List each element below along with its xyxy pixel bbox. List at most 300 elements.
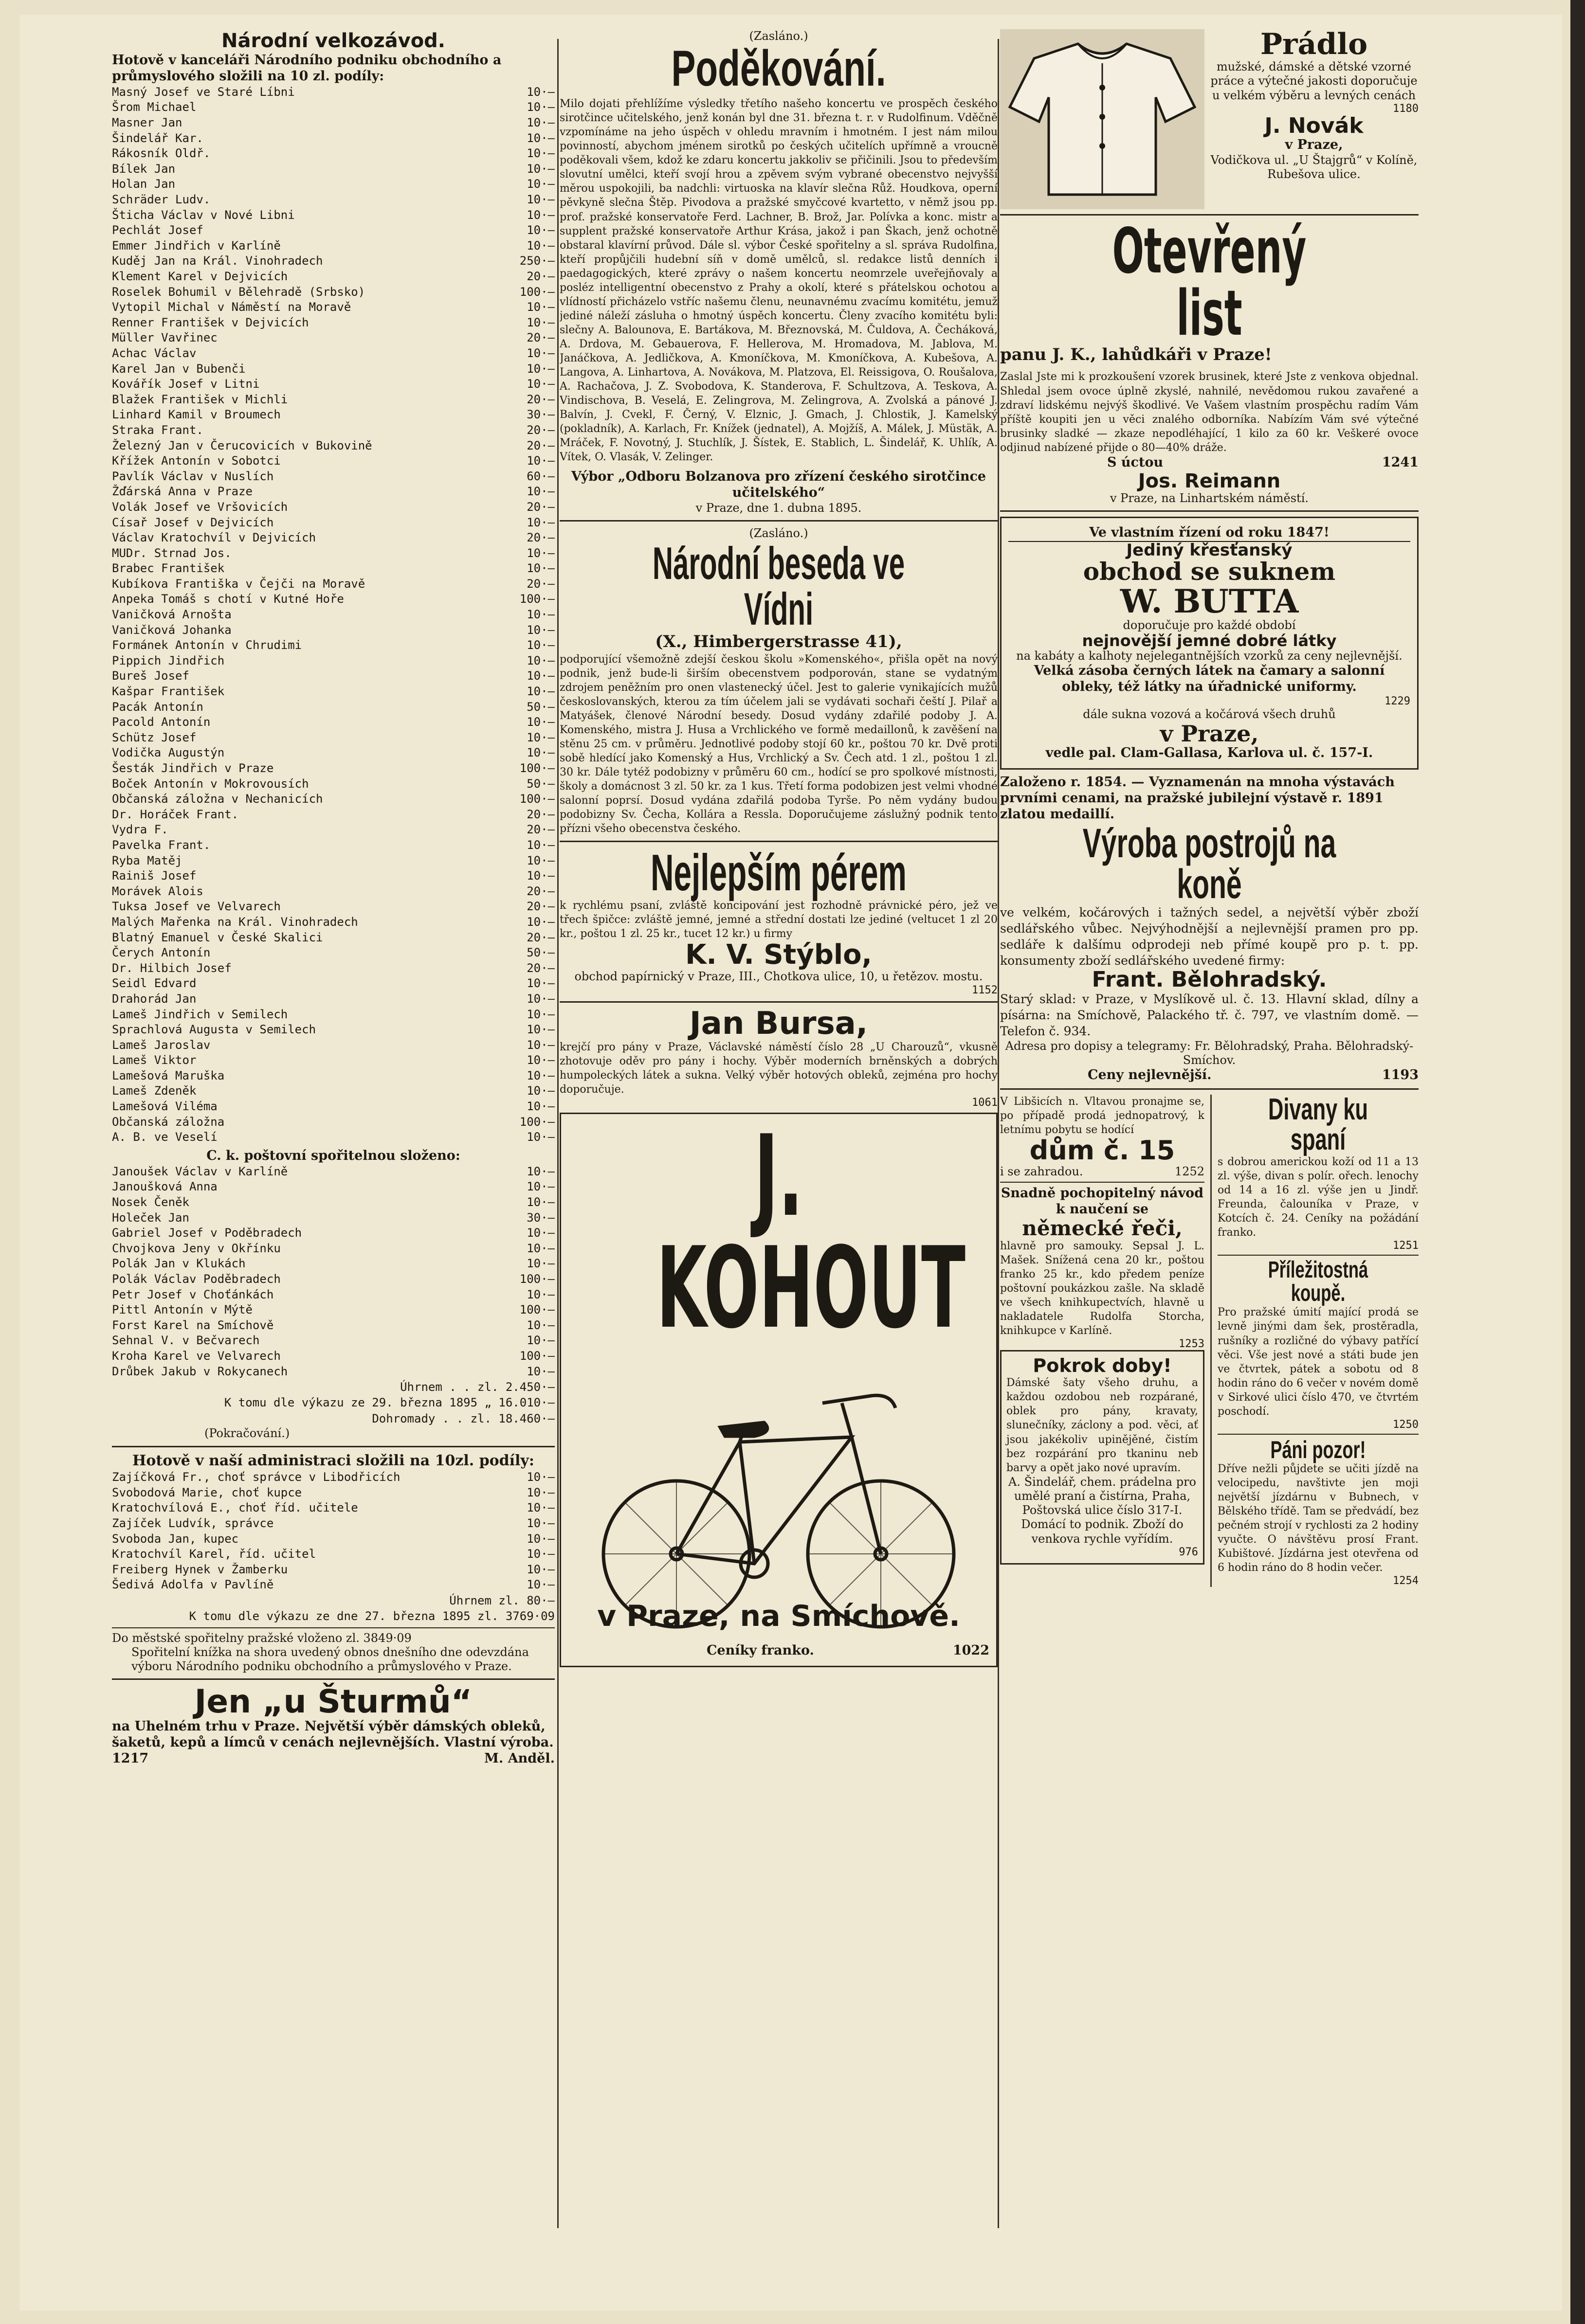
- donation-row: [112, 1164, 555, 1180]
- donation-amount: 60·—: [527, 469, 555, 483]
- donation-amount: 10·—: [527, 715, 555, 729]
- continued-note: (Pokračování.): [204, 1426, 290, 1441]
- postroje-telegraph: Adresa pro dopisy a telegramy: Fr. Bělohradský, Praha. Bělohradský-Smíchov.: [1005, 1039, 1414, 1067]
- donor-name: Tuksa Josef ve Velvarech: [112, 900, 281, 914]
- donor-name: Vodička Augustýn: [112, 746, 225, 760]
- donor-name: Blažek František v Michli: [112, 392, 288, 406]
- donor-name: Svobodová Marie, choť kupce: [112, 1485, 302, 1499]
- donation-amount: 100·—: [519, 761, 555, 775]
- donation-row: [112, 85, 555, 100]
- donation-row: [112, 315, 555, 331]
- kohout-title: J. KOHOUT: [656, 1111, 966, 1353]
- donation-amount: 10·—: [527, 869, 555, 883]
- nemecke-ad-number: 1253: [1179, 1338, 1204, 1351]
- donor-name: Malých Mařenka na Král. Vinohradech: [112, 915, 358, 929]
- donor-name: Morávek Alois: [112, 884, 203, 898]
- donation-row: [112, 853, 555, 869]
- postroje-title: Výroba postrojů na koně: [1082, 820, 1336, 907]
- donation-row: [112, 868, 555, 884]
- open-letter-title: Otevřený list: [1112, 215, 1307, 350]
- sum-1: Úhrnem . . zl. 2.450·—: [400, 1380, 555, 1394]
- reimann-address: v Praze, na Linhartském náměstí.: [1110, 491, 1309, 505]
- donor-name: Polák Jan v Klukách: [112, 1257, 246, 1271]
- donation-row: [112, 1022, 555, 1038]
- novak-city: v Praze,: [1285, 137, 1343, 152]
- donation-row: [112, 915, 555, 930]
- donation-amount: 10·—: [527, 1578, 555, 1592]
- donation-amount: 10·—: [527, 1038, 555, 1052]
- donation-row: [112, 561, 555, 576]
- donation-amount: 100·—: [519, 285, 555, 299]
- donor-name: Achac Václav: [112, 346, 197, 360]
- donation-amount: 20·—: [527, 438, 555, 452]
- donor-name: Občanská záložna v Nechanicích: [112, 792, 323, 806]
- donor-name: Lamešová Viléma: [112, 1099, 218, 1114]
- butta-text-5: dále sukna vozová a kočárová všech druhů: [1083, 707, 1336, 721]
- donation-amount: 10·—: [527, 361, 555, 376]
- kohout-price: Ceníky franko.: [706, 1642, 814, 1658]
- donation-amount: 10·—: [527, 223, 555, 237]
- donation-row: [112, 208, 555, 223]
- donor-name: Kroha Karel ve Velvarech: [112, 1349, 281, 1363]
- zaslano-label-2: (Zasláno.): [749, 526, 808, 540]
- donation-amount: 20·—: [527, 930, 555, 944]
- donor-name: Václav Kratochvíl v Dejvicích: [112, 531, 316, 545]
- donor-name: Čerych Antonín: [112, 946, 211, 960]
- donation-row: [112, 1083, 555, 1099]
- donor-name: Žďárská Anna v Praze: [112, 485, 253, 499]
- donation-amount: 20·—: [527, 531, 555, 545]
- garment-illustration: [1000, 29, 1204, 209]
- open-letter-text: Zaslal Jste mi k prozkoušení vzorek brusinek, které Jste z venkova objednal. Shledal jsem ovoce úplně zkyslé, nahnilé, nevědomou rukou zavařené a zdraví lidskému nejvýš škodlivé. Ve Vašem vlastním prospěchu radím Vám příště koupiti jen u věci znalého odborníka. Nabízím Vám své výtečné brusinky sladké — zkaze nepodléhající, 1 kilo za 60 kr. Veškeré ovoce odjinud nabízené přijde o 80—40% dráže.: [1000, 371, 1419, 454]
- previous-total-1: K tomu dle výkazu ze 29. března 1895 „ 16.010·—: [224, 1396, 555, 1410]
- butta-address: vedle pal. Clam-Gallasa, Karlova ul. č. 157-I.: [1045, 745, 1373, 760]
- donation-list-3: [112, 1470, 555, 1593]
- donation-amount: 10·—: [527, 915, 555, 929]
- pradlo-title: Prádlo: [1260, 29, 1368, 61]
- butta-shop: obchod se suknem: [1083, 557, 1336, 586]
- donation-amount: 10·—: [527, 162, 555, 176]
- beseda-title: Národní beseda ve Vídni: [652, 538, 905, 635]
- libsice-garden: i se zahradou.: [1000, 1165, 1083, 1179]
- donation-row: [112, 453, 555, 469]
- novak-name: J. Novák: [1264, 113, 1364, 138]
- donation-row: [112, 546, 555, 561]
- donation-amount: 50·—: [527, 776, 555, 791]
- donor-name: Gabriel Josef v Poděbradech: [112, 1226, 302, 1240]
- sum-3: Úhrnem zl. 80·—: [449, 1593, 555, 1607]
- donation-amount: 10·—: [527, 746, 555, 760]
- donation-amount: 10·—: [527, 1226, 555, 1240]
- donation-row: [112, 438, 555, 454]
- donation-amount: 10·—: [527, 238, 555, 252]
- donor-name: Seidl Edvard: [112, 976, 197, 991]
- small-ads: [1000, 1095, 1419, 1587]
- donor-name: Müller Vavřinec: [112, 331, 218, 345]
- donation-amount: 10·—: [527, 1257, 555, 1271]
- donation-row: [112, 838, 555, 853]
- donor-name: Pacold Antonín: [112, 715, 211, 729]
- donation-row: [112, 961, 555, 976]
- grand-total: Dohromady . . zl. 18.460·—: [372, 1411, 555, 1425]
- thanks-title: Poděkování.: [671, 40, 886, 97]
- donation-amount: 10·—: [527, 1318, 555, 1332]
- column-rule-1: [557, 39, 559, 2228]
- administration-heading: Hotově v naší administraci složili na 10zl. podíly:: [132, 1452, 534, 1469]
- donation-amount: 10·—: [527, 485, 555, 499]
- donation-amount: 100·—: [519, 1272, 555, 1286]
- donation-row: [112, 530, 555, 546]
- postroje-firm: Frant. Bělohradský.: [1092, 967, 1327, 992]
- butta-ad-number: 1229: [1385, 695, 1410, 708]
- donation-row: [112, 576, 555, 592]
- donation-amount: 10·—: [527, 300, 555, 314]
- donor-name: Blatný Emanuel v České Skalici: [112, 930, 323, 944]
- donor-name: Lameš Zdeněk: [112, 1084, 197, 1098]
- donation-row: [112, 1007, 555, 1023]
- donation-row: [112, 1272, 555, 1287]
- donor-name: Formánek Antonín v Chrudimi: [112, 638, 302, 652]
- donation-amount: 10·—: [527, 100, 555, 114]
- donor-name: Kuděj Jan na Král. Vinohradech: [112, 254, 323, 268]
- donation-amount: 10·—: [527, 1241, 555, 1255]
- donation-row: [112, 1318, 555, 1333]
- donation-amount: 10·—: [527, 315, 555, 329]
- postroje-address: Starý sklad: v Praze, v Myslíkově ul. č. 13. Hlavní sklad, dílny a písárna: na Smíchově, Palackého tř. č. 797, ve vlastním domě. — Telefon č. 934.: [1000, 991, 1419, 1038]
- donor-name: Straka Frant.: [112, 423, 203, 437]
- donation-amount: 10·—: [527, 1164, 555, 1178]
- donor-name: Holan Jan: [112, 177, 176, 191]
- donor-name: Boček Antonín v Mokrovousích: [112, 776, 309, 791]
- previous-total-3: K tomu dle výkazu ze dne 27. března 1895 zl. 3769·09: [189, 1609, 555, 1623]
- donation-amount: 50·—: [527, 946, 555, 960]
- donation-amount: 10·—: [527, 1195, 555, 1209]
- butta-since: Ve vlastním řízení od roku 1847!: [1008, 525, 1410, 542]
- donor-name: Kratochvílová E., choť říd. učitele: [112, 1501, 358, 1515]
- donation-amount: 20·—: [527, 807, 555, 821]
- committee-sign: Výbor „Odboru Bolzanova pro zřízení českého sirotčince učitelského“: [571, 469, 986, 501]
- donation-row: [112, 1068, 555, 1084]
- donor-name: Šesták Jindřich v Praze: [112, 761, 274, 775]
- donation-amount: 100·—: [519, 1349, 555, 1363]
- donation-amount: 30·—: [527, 1210, 555, 1225]
- donation-amount: 10·—: [527, 1007, 555, 1021]
- donation-amount: 10·—: [527, 515, 555, 529]
- donation-row: [112, 484, 555, 500]
- donation-row: [112, 1516, 555, 1531]
- donor-name: Masný Josef ve Staré Líbni: [112, 85, 295, 99]
- donation-amount: 100·—: [519, 1115, 555, 1129]
- donor-name: Bílek Jan: [112, 162, 176, 176]
- donor-name: Schräder Ludv.: [112, 193, 211, 207]
- sturm-ad-text: na Uhelném trhu v Praze. Největší výběr dámských obleků, šaketů, kepů a límců v cenách nejlevnějších. Vlastní výroba.: [112, 1718, 554, 1750]
- pokrok-firm: A. Šindelář, chem. prádelna pro umělé praní a čistírna, Praha, Poštovská ulice číslo 317-I.: [1008, 1475, 1196, 1517]
- donation-amount: 10·—: [527, 85, 555, 99]
- novak-address: Vodičkova ul. „U Štajgrů“ v Kolíně, Rubešova ulice.: [1210, 153, 1418, 181]
- donation-amount: 10·—: [527, 177, 555, 191]
- pani-pozor-ad-number: 1254: [1393, 1574, 1419, 1587]
- donation-row: [112, 253, 555, 269]
- donation-row: [112, 177, 555, 192]
- donor-name: Brabec František: [112, 561, 225, 576]
- column-donations: [112, 29, 555, 2248]
- donor-name: A. B. ve Veselí: [112, 1130, 218, 1144]
- donation-row: [112, 1241, 555, 1257]
- donation-row: [112, 346, 555, 361]
- column-advertisements: [1000, 29, 1419, 2248]
- donor-name: Renner František v Dejvicích: [112, 315, 309, 329]
- donation-row: [112, 500, 555, 515]
- donation-row: [112, 1179, 555, 1195]
- donation-amount: 10·—: [527, 146, 555, 161]
- sturm-ad-title: Jen „u Šturmů“: [194, 1683, 473, 1721]
- donor-name: Klement Karel v Dejvicích: [112, 270, 288, 283]
- donor-name: Nosek Čeněk: [112, 1195, 189, 1209]
- donor-name: Lamešová Maruška: [112, 1068, 225, 1082]
- pen-text: k rychlému psaní, zvláště koncipování jest rozhodně právnické péro, jež ve třech špičce: zvláště jemné, jemné a střední dostati lze jediné (veltucet 1 zl 20 kr., poštou 1 zl. 25 kr., tucet 12 kr.) u firmy: [560, 900, 998, 940]
- libsice-ad-number: 1252: [1174, 1165, 1204, 1179]
- donor-name: Lameš Jindřich v Semilech: [112, 1007, 288, 1021]
- donor-name: Rákosník Oldř.: [112, 146, 211, 161]
- donation-amount: 10·—: [527, 208, 555, 222]
- donation-amount: 10·—: [527, 1053, 555, 1067]
- donation-amount: 250·—: [519, 254, 555, 268]
- donation-row: [112, 1099, 555, 1115]
- donation-list-2: [112, 1164, 555, 1379]
- donation-amount: 10·—: [527, 1023, 555, 1037]
- donation-row: [112, 623, 555, 638]
- donor-name: Vaničková Johanka: [112, 623, 232, 637]
- pradlo-ad: [1000, 29, 1419, 209]
- donation-amount: 10·—: [527, 346, 555, 360]
- donation-row: [112, 407, 555, 423]
- donation-row: [112, 238, 555, 254]
- donation-row: [112, 807, 555, 823]
- butta-name: W. BUTTA: [1120, 582, 1299, 620]
- page-edge-shadow: [1570, 0, 1585, 2324]
- donation-amount: 10·—: [527, 991, 555, 1006]
- pen-firm: K. V. Stýblo,: [685, 939, 872, 971]
- donation-row: [112, 776, 555, 792]
- donation-intro: Hotově v kanceláři Národního podniku obchodního a průmyslového složili na 10 zl. podíly:: [112, 53, 502, 84]
- donor-name: MUDr. Strnad Jos.: [112, 546, 232, 560]
- zaslano-label: (Zasláno.): [749, 29, 808, 43]
- donation-amount: 10·—: [527, 1485, 555, 1499]
- donation-list-1: [112, 85, 555, 1145]
- donor-name: Janoušková Anna: [112, 1180, 218, 1194]
- donation-amount: 10·—: [527, 561, 555, 576]
- donation-row: [112, 607, 555, 623]
- donation-amount: 20·—: [527, 331, 555, 345]
- beseda-text: podporující všemožně zdejší českou školu »Komenského«, přišla opět na nový podnik, jenž bude-li širším obecenstvem podporován, stane se vydatným zdrojem peněžním pro onen vlastenecký účel. Jest to galerie vynikajících mužů českoslovanských, kterou za tím účelem jali se vydávati sochaři čeští J. Pilař a Matyášek, členové Národní besedy. Dosud vydány zdařilé podoby J. A. Komenského, mistra J. Husa a Vrchlického ve formě medaillonů, k zavěšení na stěnu 25 cm. v průměru. Jednotlivé podoby stojí 60 kr., poštou 70 kr. Dvě proti sobě hledící jako Komenský a Hus, Vrchlický a Sv. Čech atd. 1 zl., poštou 1 zl. 30 kr. Dále tytéž podobizny v průměru 60 cm., hodící se pro spolkové místnosti, školy a domácnost 3 zl. 50 kr. za 1 kus. Třetí forma podobizen jest velmi vhodné salonní poprsí. Dosud vydána zdařilá podoba Tyrše. Po něm vydány budou podobizny Sv. Čecha, Kollára a Ressla. Doporučujeme záslužný podnik tento přízni všeho obecenstva českého.: [560, 653, 998, 835]
- donation-row: [112, 1038, 555, 1053]
- donation-row: [112, 1053, 555, 1068]
- postroje-text: ve velkém, kočárových i tažných sedel, a největší výběr zboží sedlářského vůbec. Nejvýhodnější a nejlevnější pramen pro pp. sedláře k dalšímu odprodeji neb přímé koupě pro p. t. pp. konsumenty zboží sedlářského uvedené firmy:: [1000, 905, 1419, 968]
- open-letter-number: 1241: [1382, 454, 1419, 470]
- sturm-ad-number: 1217: [112, 1750, 149, 1766]
- donation-row: [112, 146, 555, 162]
- donor-name: Kašpar František: [112, 685, 225, 699]
- donation-row: [112, 1470, 555, 1485]
- donor-name: Roselek Bohumil v Bělehradě (Srbsko): [112, 285, 365, 299]
- bank-deposit: Do městské spořitelny pražské vloženo zl. 3849·09: [112, 1631, 412, 1645]
- donation-row: [112, 792, 555, 807]
- butta-text-3: na kabáty a kalhoty nejelegantnějších vzorků za ceny nejlevnější.: [1016, 649, 1403, 663]
- donation-amount: 10·—: [527, 669, 555, 683]
- donation-row: [112, 192, 555, 208]
- pani-pozor-text: Dříve nežli půjdete se učiti jízdě na velocipedu, navštivte jen moji největší jízdárnu v Bubnech, v Bělského třídě. Tam se předvádí, bez pečném strojí v rychlosti za 2 hodiny vyučte. O návštěvu prosí Frant. Kubištové. Jízdárna jest otevřena od 6 hodin ráno do 8 hodin večer.: [1218, 1462, 1419, 1574]
- donation-amount: 100·—: [519, 592, 555, 606]
- donation-amount: 10·—: [527, 1516, 555, 1530]
- donor-name: Kubíkova Františka v Čejči na Moravě: [112, 576, 365, 591]
- donor-name: Linhard Kamil v Broumech: [112, 408, 281, 422]
- butta-text-2: nejnovější jemné dobré látky: [1082, 631, 1337, 650]
- donor-name: Vaničková Arnošta: [112, 608, 232, 622]
- donation-row: [112, 822, 555, 838]
- donation-amount: 20·—: [527, 961, 555, 975]
- donation-row: [112, 976, 555, 991]
- donation-row: [112, 1115, 555, 1130]
- pokrok-text: Dámské šaty všeho druhu, a každou ozdobou neb rozpárané, oblek pro pány, kravaty, slunečníky, záclony a pod. věci, ať jsou jakékoliv upinějěné, čistím bez rozpárání pro tkaninu neb barvy a opět jako nové upravím.: [1006, 1377, 1198, 1474]
- donor-name: Petr Josef v Choťánkách: [112, 1287, 274, 1301]
- donation-row: [112, 1531, 555, 1547]
- donor-name: Drůbek Jakub v Rokycanech: [112, 1364, 288, 1378]
- donation-amount: 10·—: [527, 1084, 555, 1098]
- prilezitost-title: Příležitostná koupě.: [1268, 1257, 1368, 1307]
- donation-row: [112, 684, 555, 700]
- pen-title: Nejlepším pérem: [651, 844, 907, 902]
- donor-name: Ryba Matěj: [112, 853, 182, 867]
- kohout-ad: [560, 1113, 998, 1667]
- donation-row: [112, 715, 555, 730]
- donor-name: Sehnal V. v Bečvarech: [112, 1333, 260, 1348]
- donation-amount: 10·—: [527, 546, 555, 560]
- kohout-address: v Praze, na Smíchově.: [597, 1599, 960, 1633]
- donor-name: Pittl Antonín v Mýtě: [112, 1303, 253, 1317]
- donation-amount: 20·—: [527, 270, 555, 283]
- donation-row: [112, 1485, 555, 1501]
- divany-text: s dobrou americkou koží od 11 a 13 zl. výše, divan s polír. ořech. lenochy od 14 a 16 zl. výše jen u Jindř. Freunda, čalouníka v Praze, v Kotcích č. 24. Ceníky na požádání franko.: [1218, 1156, 1419, 1239]
- donation-amount: 10·—: [527, 1501, 555, 1515]
- donation-amount: 10·—: [527, 853, 555, 867]
- pradlo-ad-number: 1180: [1393, 102, 1419, 115]
- donation-row: [112, 1130, 555, 1145]
- donation-amount: 10·—: [527, 623, 555, 637]
- column-notices: [560, 29, 998, 2248]
- pokrok-title: Pokrok doby!: [1033, 1355, 1172, 1377]
- divany-title: Divany ku spaní: [1268, 1093, 1368, 1157]
- donor-name: Rainiš Josef: [112, 869, 197, 883]
- donation-row: [112, 1287, 555, 1303]
- donor-name: Vydra F.: [112, 823, 168, 837]
- donor-name: Císař Josef v Dejvicích: [112, 515, 274, 529]
- butta-text-1: doporučuje pro každé období: [1123, 618, 1296, 632]
- donation-row: [112, 1225, 555, 1241]
- donation-amount: 10·—: [527, 653, 555, 667]
- donor-name: Šindelář Kar.: [112, 131, 203, 145]
- donor-name: Freiberg Hynek v Žamberku: [112, 1562, 288, 1576]
- donation-row: [112, 515, 555, 531]
- donation-row: [112, 592, 555, 607]
- donation-row: [112, 1302, 555, 1318]
- donation-amount: 10·—: [527, 1068, 555, 1082]
- donation-row: [112, 745, 555, 761]
- donation-row: [112, 392, 555, 408]
- donation-amount: 10·—: [527, 1099, 555, 1114]
- donation-row: [112, 423, 555, 438]
- donation-row: [112, 223, 555, 238]
- donor-name: Pacák Antonín: [112, 700, 203, 714]
- donor-name: Bureš Josef: [112, 669, 189, 683]
- donation-row: [112, 668, 555, 684]
- donation-row: [112, 377, 555, 392]
- section-heading-velkozavod: Národní velkozávod.: [221, 30, 445, 52]
- donation-amount: 10·—: [527, 377, 555, 391]
- donor-name: Sprachlová Augusta v Semilech: [112, 1023, 316, 1037]
- postroje-ad-number: 1193: [1382, 1067, 1419, 1083]
- handlebar: [822, 1395, 895, 1408]
- nemecke-text: hlavně pro samouky. Sepsal J. L. Mašek. Snížená cena 20 kr., poštou franko 25 kr., kdo předem peníze poštovní poukázkou zašle. Na skladě ve všech knihkupectvích, hlavně u nakladatele Rudolfa Storcha, knihkupce v Karlíně.: [1000, 1240, 1204, 1337]
- donation-row: [112, 1349, 555, 1364]
- donor-name: Kovářík Josef v Litni: [112, 377, 260, 391]
- donor-name: Pippich Jindřich: [112, 653, 225, 667]
- donor-name: Dr. Horáček Frant.: [112, 807, 239, 821]
- donor-name: Pechlát Josef: [112, 223, 203, 237]
- donor-name: Anpeka Tomáš s chotí v Kutné Hoře: [112, 592, 344, 606]
- postal-heading: C. k. poštovní spořitelnou složeno:: [206, 1148, 460, 1163]
- donor-name: Zajíčková Fr., choť správce v Libodřicích: [112, 1470, 401, 1484]
- donation-amount: 20·—: [527, 884, 555, 898]
- butta-ad: [1000, 517, 1419, 770]
- donor-name: Chvojkova Jeny v Okřínku: [112, 1241, 281, 1255]
- donation-amount: 10·—: [527, 608, 555, 622]
- donation-row: [112, 638, 555, 653]
- divany-ad-number: 1251: [1393, 1240, 1419, 1252]
- butta-city: v Praze,: [1160, 720, 1259, 747]
- bursa-ad-number: 1061: [972, 1096, 998, 1109]
- donation-amount: 10·—: [527, 131, 555, 145]
- donation-amount: 10·—: [527, 1333, 555, 1348]
- donation-row: [112, 1195, 555, 1210]
- donation-amount: 10·—: [527, 976, 555, 991]
- donation-amount: 10·—: [527, 1562, 555, 1576]
- donation-row: [112, 1256, 555, 1272]
- kohout-ad-number: 1022: [952, 1642, 989, 1658]
- donation-amount: 20·—: [527, 500, 555, 514]
- donation-row: [112, 1547, 555, 1562]
- nemecke-title: německé řeči,: [1022, 1216, 1183, 1241]
- donor-name: Volák Josef ve Vršovicích: [112, 500, 288, 514]
- pokrok-ad-number: 976: [1179, 1546, 1198, 1558]
- sturm-ad-signature: M. Anděl.: [484, 1750, 555, 1766]
- libsice-text: V Libšicích n. Vltavou pronajme se, po případě prodá jednopatrový, k letnímu pobytu se hodící: [1000, 1096, 1204, 1136]
- saddle: [720, 1423, 767, 1436]
- donation-amount: 10·—: [527, 1470, 555, 1484]
- donation-row: [112, 700, 555, 715]
- donation-row: [112, 330, 555, 346]
- pen-ad-number: 1152: [972, 984, 998, 996]
- bank-note: Spořitelní knížka na shora uvedený obnos dnešního dne odevzdána výboru Národního podniku obchodního a průmyslového v Praze.: [131, 1645, 529, 1674]
- libsice-house: dům č. 15: [1029, 1135, 1175, 1166]
- donation-row: [112, 1364, 555, 1380]
- postroje-intro: Založeno r. 1854. — Vyznamenán na mnoha výstavách prvními cenami, na pražské jubilejní výstavě r. 1891 zlatou medaillí.: [1000, 774, 1395, 822]
- donation-amount: 10·—: [527, 838, 555, 852]
- donation-row: [112, 162, 555, 177]
- prilezitost-ad-number: 1250: [1393, 1418, 1419, 1431]
- pani-pozor-title: Páni pozor!: [1270, 1436, 1366, 1463]
- donation-row: [112, 1500, 555, 1516]
- donation-row: [112, 884, 555, 900]
